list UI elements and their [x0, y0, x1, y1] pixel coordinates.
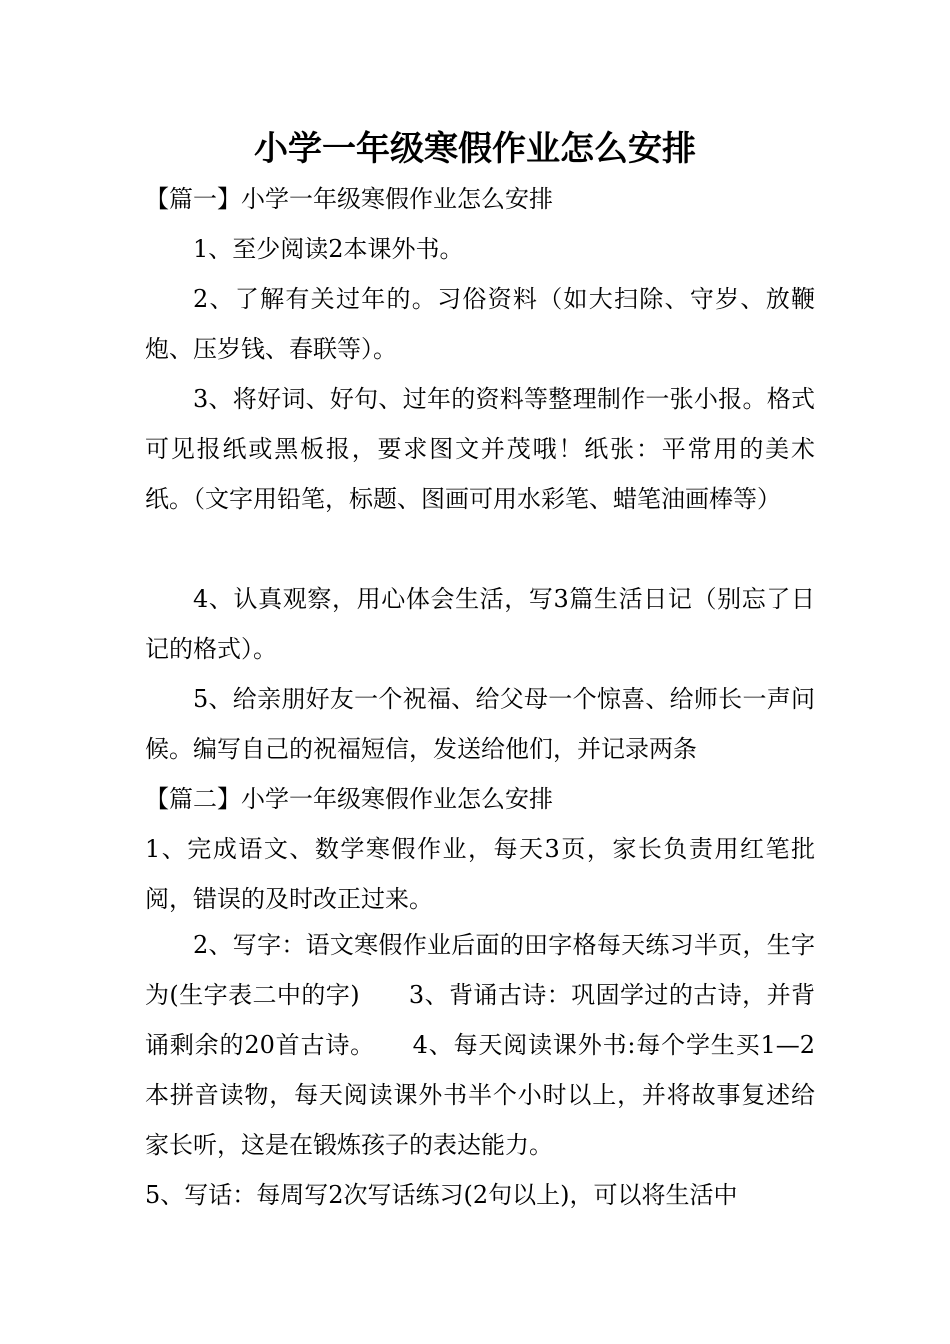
- part1-item-1: 1、至少阅读2本课外书。: [193, 235, 464, 263]
- part1-heading: 【篇一】小学一年级寒假作业怎么安排: [145, 185, 553, 213]
- part1-item-4: 4、认真观察，用心体会生活，写3篇生活日记（别忘了日记的格式）。: [145, 585, 815, 663]
- part1-item-2: 2、了解有关过年的。习俗资料（如大扫除、守岁、放鞭炮、压岁钱、春联等）。: [145, 285, 815, 363]
- document-title: 小学一年级寒假作业怎么安排: [254, 129, 696, 169]
- part2-item-2: 2、写字：语文寒假作业后面的田字格每天练习半页，生字为(生字表二中的字) 3、背诵古诗：巩固学过的古诗，并背诵剩余的20首古诗。 4、每天阅读课外书:每个学生买1—2本拼音读物，每天阅读课外书半个小时以上，并将故事复述给家长听，这是在锻炼孩子的表达能力。: [145, 931, 815, 1159]
- part1-item-5: 5、给亲朋好友一个祝福、给父母一个惊喜、给师长一声问候。编写自己的祝福短信，发送给他们，并记录两条: [145, 685, 815, 763]
- part2-item-1: 1、完成语文、数学寒假作业，每天3页，家长负责用红笔批阅，错误的及时改正过来。: [145, 835, 815, 913]
- part2-item-3: 5、写话：每周写2次写话练习(2句以上)，可以将生活中: [145, 1181, 738, 1209]
- part2-heading: 【篇二】小学一年级寒假作业怎么安排: [145, 785, 553, 813]
- part1-item-3: 3、将好词、好句、过年的资料等整理制作一张小报。格式可见报纸或黑板报，要求图文并茂哦！纸张：平常用的美术纸。（文字用铅笔，标题、图画可用水彩笔、蜡笔油画棒等）: [145, 385, 815, 513]
